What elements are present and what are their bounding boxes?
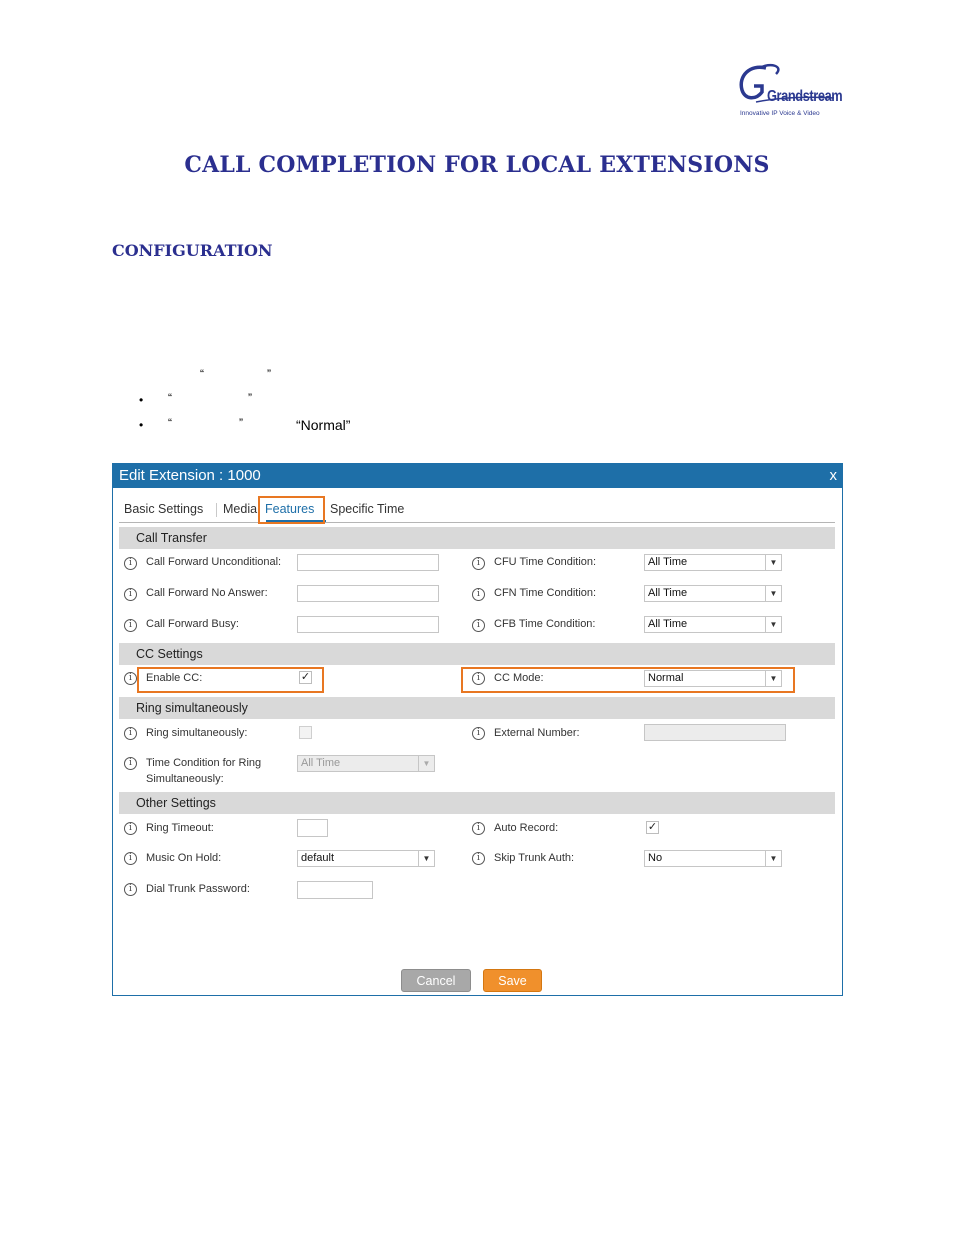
section-cc-settings [119, 643, 835, 665]
section-other-settings [119, 792, 835, 814]
chevron-down-icon: ▼ [765, 671, 781, 686]
auto-record-label: Auto Record: [494, 822, 559, 834]
cfn-time-select[interactable] [644, 585, 782, 602]
info-icon[interactable]: i [124, 822, 137, 835]
tab-highlight [258, 496, 325, 524]
enable-cc-label: Enable CC: [146, 672, 203, 684]
ring-sim-checkbox[interactable] [299, 726, 312, 739]
tab-specific-time[interactable]: Specific Time [330, 502, 405, 516]
select-value: All Time [648, 618, 688, 630]
info-icon[interactable]: i [472, 588, 485, 601]
quote-close: ” [267, 367, 271, 381]
cfn-time-label: CFN Time Condition: [494, 587, 597, 599]
cfb-label: Call Forward Busy: [146, 618, 239, 630]
cancel-button[interactable]: Cancel [401, 969, 471, 992]
enable-cc-highlight [137, 667, 324, 693]
skip-trunk-auth-label: Skip Trunk Auth: [494, 852, 575, 864]
quote-open: “ [200, 367, 204, 381]
quote-open: “ [168, 391, 172, 405]
section-heading: CONFIGURATION [112, 241, 273, 260]
select-value: No [648, 852, 663, 864]
cc-mode-label: CC Mode: [494, 672, 544, 684]
cfb-input[interactable] [297, 616, 439, 633]
section-label: Call Transfer [136, 531, 207, 545]
auto-record-checkbox[interactable]: ✓ [647, 821, 658, 833]
dialog-header [113, 464, 842, 488]
section-label: Other Settings [136, 796, 216, 810]
section-label: Ring simultaneously [136, 701, 248, 715]
bullet: • [139, 418, 144, 432]
section-label: CC Settings [136, 647, 203, 661]
ring-timeout-input[interactable] [297, 819, 328, 837]
skip-trunk-auth-select[interactable] [644, 850, 782, 867]
save-button[interactable]: Save [483, 969, 542, 992]
info-icon[interactable]: i [472, 822, 485, 835]
chevron-down-icon: ▼ [765, 617, 781, 632]
time-cond-ring-select[interactable] [297, 755, 435, 772]
cfn-label: Call Forward No Answer: [146, 587, 268, 599]
chevron-down-icon: ▼ [765, 851, 781, 866]
cfu-time-label: CFU Time Condition: [494, 556, 597, 568]
cfn-input[interactable] [297, 585, 439, 602]
cfu-time-select[interactable] [644, 554, 782, 571]
info-icon[interactable]: i [124, 672, 137, 685]
tab-media[interactable]: Media [223, 502, 258, 516]
chevron-down-icon: ▼ [418, 851, 434, 866]
chevron-down-icon: ▼ [765, 555, 781, 570]
info-icon[interactable]: i [472, 619, 485, 632]
page-title: CALL COMPLETION FOR LOCAL EXTENSIONS [184, 152, 770, 178]
music-on-hold-select[interactable] [297, 850, 435, 867]
normal-value-text: “Normal” [296, 417, 351, 433]
select-value: default [301, 852, 335, 864]
info-icon[interactable]: i [472, 672, 485, 685]
info-icon[interactable]: i [472, 852, 485, 865]
external-number-label: External Number: [494, 727, 580, 739]
info-icon[interactable]: i [124, 852, 137, 865]
enable-cc-checkbox[interactable]: ✓ [300, 671, 311, 683]
dialog-title: Edit Extension : 1000 [119, 467, 261, 484]
ring-sim-label: Ring simultaneously: [146, 727, 248, 739]
music-on-hold-label: Music On Hold: [146, 852, 222, 864]
quote-open: “ [168, 416, 172, 430]
edit-extension-dialog [112, 463, 843, 996]
tab-features[interactable]: Features [265, 502, 315, 516]
info-icon[interactable]: i [472, 557, 485, 570]
info-icon[interactable]: i [124, 557, 137, 570]
logo-tagline: Innovative IP Voice & Video [740, 110, 820, 117]
info-icon[interactable]: i [124, 619, 137, 632]
info-icon[interactable]: i [124, 757, 137, 770]
time-cond-ring-label-line1: Time Condition for Ring [146, 757, 262, 769]
select-value: All Time [648, 587, 688, 599]
logo-brand: Grandstream [767, 88, 843, 105]
select-value: All Time [301, 757, 341, 769]
ring-timeout-label: Ring Timeout: [146, 822, 214, 834]
section-ring-simultaneously [119, 697, 835, 719]
select-value: Normal [648, 672, 684, 684]
tab-basic-settings[interactable]: Basic Settings [124, 502, 204, 516]
info-icon[interactable]: i [472, 727, 485, 740]
bullet: • [139, 393, 144, 407]
cc-mode-highlight [461, 667, 795, 693]
quote-close: ” [248, 391, 252, 405]
chevron-down-icon: ▼ [765, 586, 781, 601]
cfu-label: Call Forward Unconditional: [146, 556, 282, 568]
cfb-time-select[interactable] [644, 616, 782, 633]
dial-trunk-password-label: Dial Trunk Password: [146, 883, 250, 895]
info-icon[interactable]: i [124, 883, 137, 896]
dial-trunk-password-input[interactable] [297, 881, 373, 899]
cfb-time-label: CFB Time Condition: [494, 618, 596, 630]
external-number-input[interactable] [644, 724, 786, 741]
time-cond-ring-label-line2: Simultaneously: [146, 773, 224, 785]
quote-close: ” [239, 416, 243, 430]
tab-bar [119, 497, 835, 523]
cfu-input[interactable] [297, 554, 439, 571]
close-icon[interactable]: x [829, 467, 837, 484]
info-icon[interactable]: i [124, 727, 137, 740]
chevron-down-icon: ▼ [418, 756, 434, 771]
section-call-transfer [119, 527, 835, 549]
select-value: All Time [648, 556, 688, 568]
info-icon[interactable]: i [124, 588, 137, 601]
